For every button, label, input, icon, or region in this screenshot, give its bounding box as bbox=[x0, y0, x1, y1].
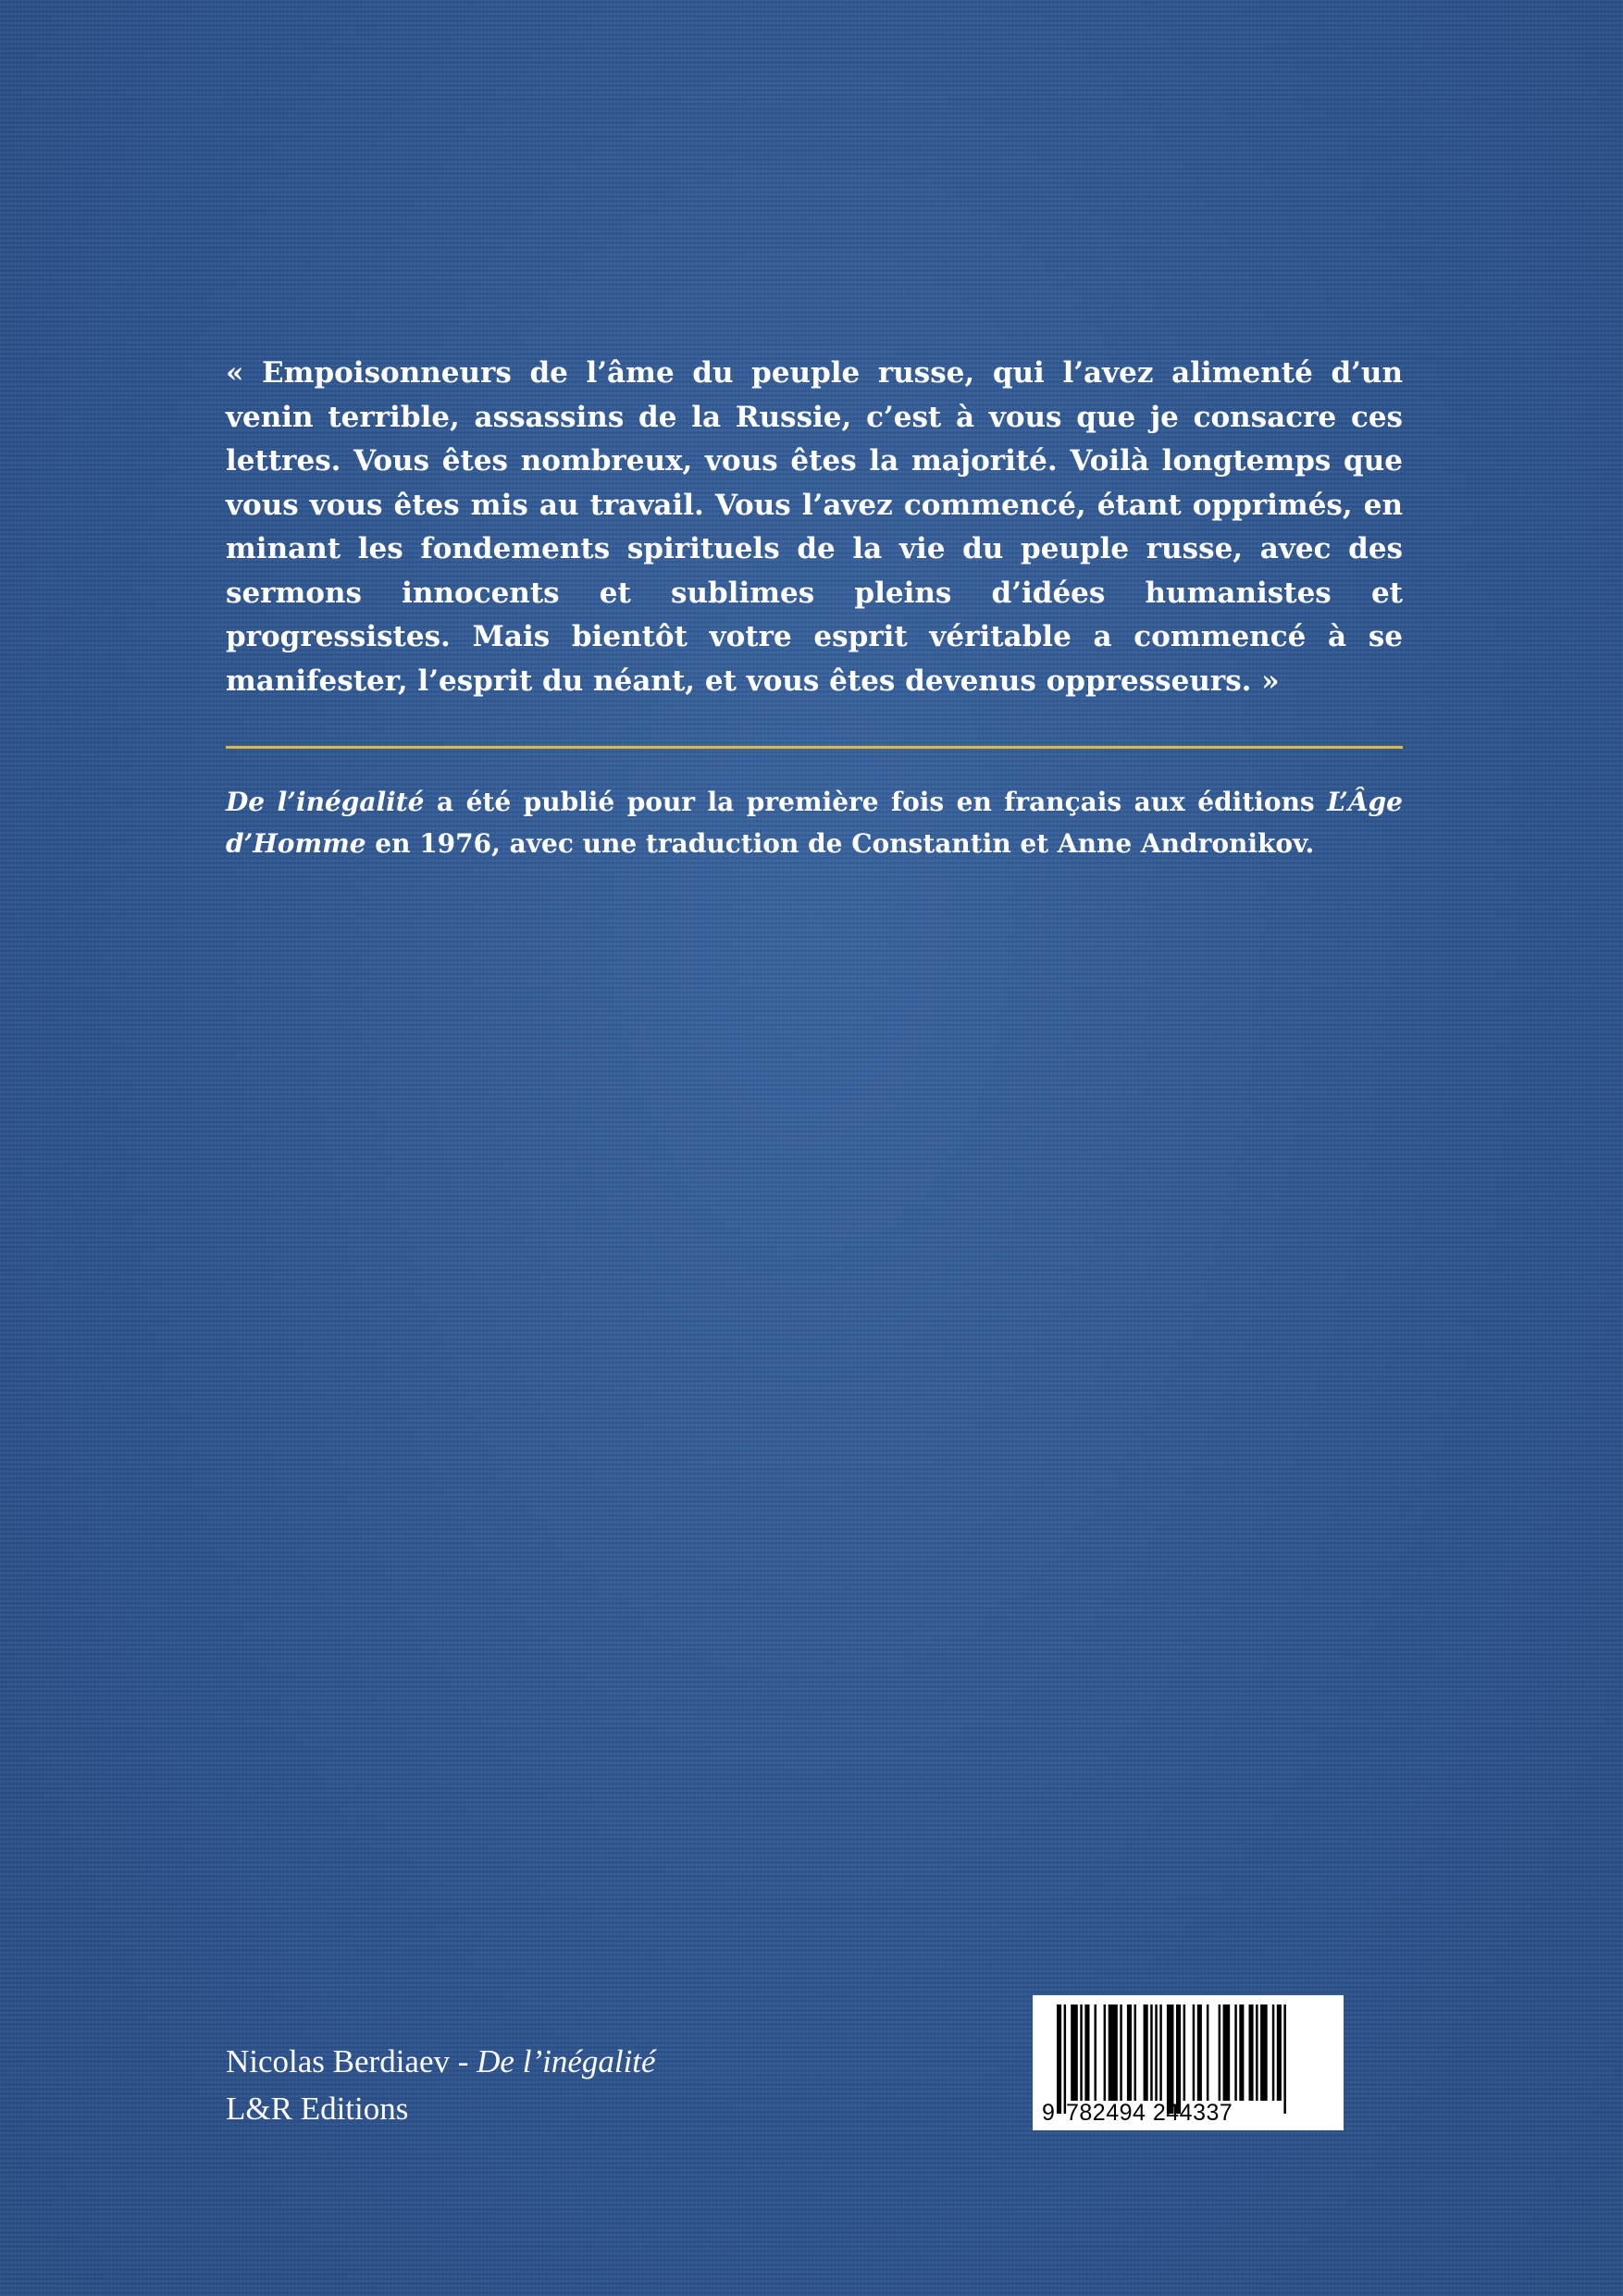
barcode-bar bbox=[1176, 2004, 1181, 2114]
barcode-bar bbox=[1207, 2004, 1209, 2101]
barcode-bar bbox=[1064, 2004, 1067, 2114]
barcode-bar bbox=[1057, 2004, 1061, 2114]
author-line bbox=[226, 2038, 656, 2085]
barcode-bar bbox=[1155, 2004, 1158, 2101]
barcode-bar bbox=[1144, 2004, 1148, 2101]
barcode-lead-digit: 9 bbox=[1042, 2100, 1056, 2126]
barcode-bar bbox=[1277, 2004, 1282, 2101]
barcode-bar bbox=[1197, 2004, 1202, 2101]
footer-book-title: De l’inégalité bbox=[477, 2043, 656, 2079]
barcode-bar bbox=[1219, 2004, 1221, 2101]
barcode-bar bbox=[1150, 2004, 1153, 2101]
barcode-bar bbox=[1249, 2004, 1254, 2101]
publisher-italic: L’Âge d’Homme bbox=[226, 787, 1403, 859]
barcode-bar bbox=[1104, 2004, 1107, 2101]
barcode-bar bbox=[1283, 2004, 1286, 2114]
isbn-barcode bbox=[1033, 1995, 1344, 2130]
barcode-bar bbox=[1234, 2004, 1237, 2101]
barcode-bar bbox=[1183, 2004, 1186, 2101]
book-title-italic: De l’inégalité bbox=[226, 787, 425, 817]
publication-note-text-2: en 1976, avec une traduction de Constantin et Anne Andronikov. bbox=[365, 828, 1315, 859]
publisher-name: L&R Editions bbox=[226, 2091, 409, 2127]
barcode-number: 782494 244337 bbox=[1066, 2100, 1233, 2126]
publication-note-text-1: a été publié pour la première fois en français aux éditions bbox=[424, 787, 1328, 817]
barcode-bar bbox=[1239, 2004, 1244, 2101]
gold-divider bbox=[226, 746, 1403, 749]
back-cover-quote: « Empoisonneurs de l’âme du peuple russe, qui l’avez alimenté d’un venin terrible, assassins de la Russie, c’est à vous que je consacre ces lettres. Vous êtes nombreux, vous êtes la majorité. Voilà longtemps que vous vous êtes mis au travail. Vous l’avez commencé, étant opprimés, en minant les fondements spirituels de la vie du peuple russe, avec des sermons innocents et sublimes pleins d’idées humanistes et progressistes. Mais bientôt votre esprit véritable a commencé à se manifester, l’esprit du néant, et vous êtes devenus oppresseurs. » bbox=[226, 356, 1403, 698]
barcode-bar bbox=[1120, 2004, 1122, 2101]
footer-credit bbox=[226, 2038, 656, 2132]
barcode-bar bbox=[1223, 2004, 1231, 2101]
author-name: Nicolas Berdiaev - bbox=[226, 2043, 477, 2079]
barcode-bar bbox=[1260, 2004, 1268, 2101]
barcode-bar bbox=[1080, 2004, 1083, 2101]
publication-note bbox=[226, 781, 1403, 864]
barcode-bar bbox=[1193, 2004, 1196, 2101]
barcode-bar bbox=[1159, 2004, 1162, 2101]
barcode-bar bbox=[1109, 2004, 1118, 2101]
barcode-bar bbox=[1084, 2004, 1089, 2101]
barcode-bar bbox=[1095, 2004, 1097, 2101]
barcode-bar bbox=[1272, 2004, 1275, 2101]
barcode-bar bbox=[1167, 2004, 1174, 2114]
barcode-bar bbox=[1127, 2004, 1132, 2101]
barcode-bar bbox=[1071, 2004, 1078, 2101]
barcode-bar bbox=[1256, 2004, 1258, 2101]
barcode-bar bbox=[1134, 2004, 1137, 2101]
